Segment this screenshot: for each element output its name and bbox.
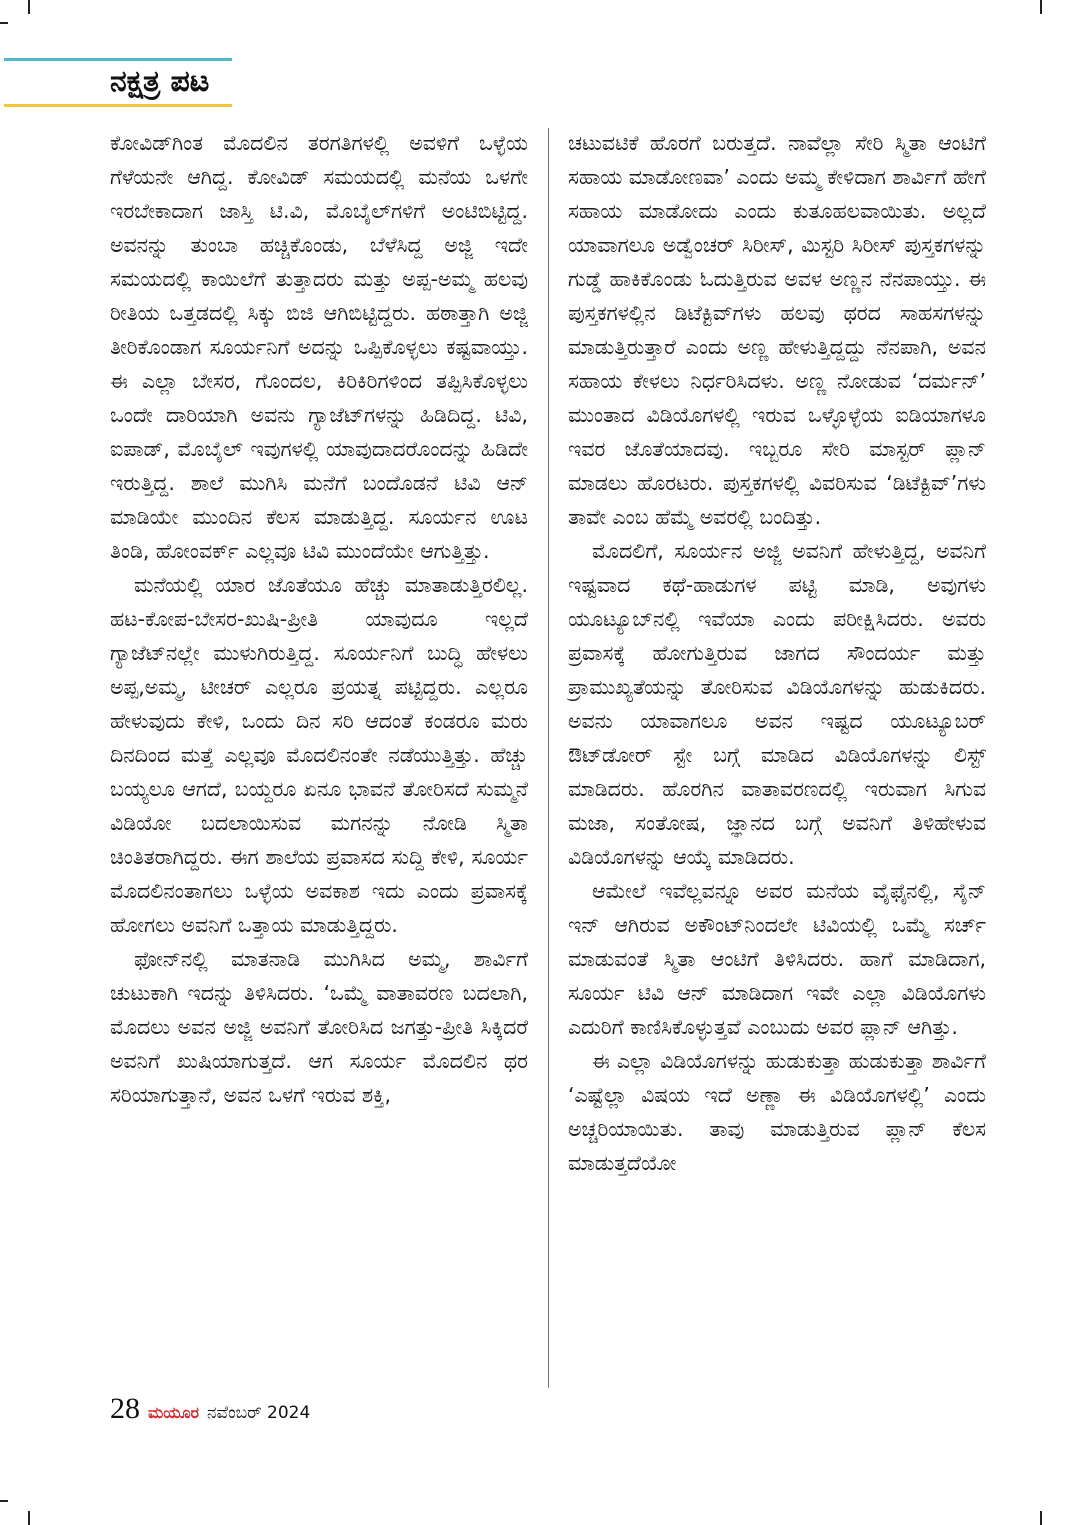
paragraph: ಆಮೇಲೆ ಇವೆಲ್ಲವನ್ನೂ ಅವರ ಮನೆಯ ವೈಫೈನಲ್ಲಿ, ಸೈನ್ ಇನ್ ಆಗಿರುವ ಅಕೌಂಟ್‌ನಿಂದಲೇ ಟಿವಿಯಲ್ಲಿ ಒಮ್ಮೆ ಸರ್ಚ್ ಮಾಡುವಂತೆ ಸ್ಮಿತಾ ಆಂಟಿಗೆ ತಿಳಿಸಿದರು. ಹಾಗೆ ಮಾಡಿದಾಗ, ಸೂರ್ಯ ಟಿವಿ ಆನ್ ಮಾಡಿದಾಗ ಇವೇ ಎಲ್ಲಾ ವಿಡಿಯೊಗಳು ಎದುರಿಗೆ ಕಾಣಿಸಿಕೊಳ್ಳುತ್ತವೆ ಎಂಬುದು ಅವರ ಪ್ಲಾನ್ ಆಗಿತ್ತು. (568, 879, 986, 1039)
crop-mark (0, 22, 8, 24)
section-rule-top (4, 58, 232, 61)
crop-mark (28, 0, 30, 14)
section-title: ನಕ್ಷತ್ರ ಪಟ (110, 64, 210, 99)
page-footer (110, 1392, 310, 1428)
magazine-logo: ಮಯೂರ (148, 1403, 200, 1422)
paragraph: ಚಟುವಟಿಕೆ ಹೊರಗೆ ಬರುತ್ತದೆ. ನಾವೆಲ್ಲಾ ಸೇರಿ ಸ್ಮಿತಾ ಆಂಟಿಗೆ ಸಹಾಯ ಮಾಡೋಣವಾ’ ಎಂದು ಅಮ್ಮ ಕೇಳಿದಾಗ ಶಾರ್ವಿಗೆ ಹೇಗೆ ಸಹಾಯ ಮಾಡೋದು ಎಂದು ಕುತೂಹಲವಾಯಿತು. ಅಲ್ಲದೆ ಯಾವಾಗಲೂ ಅಡ್ವೆಂಚರ್ ಸಿರೀಸ್, ಮಿಸ್ಟರಿ ಸಿರೀಸ್ ಪುಸ್ತಕಗಳನ್ನು ಗುಡ್ಡೆ ಹಾಕಿಕೊಂಡು ಓದುತ್ತಿರುವ ಅವಳ ಅಣ್ಣನ ನೆನಪಾಯ್ತು. ಈ ಪುಸ್ತಕಗಳಲ್ಲಿನ ಡಿಟೆಕ್ಟಿವ್‌ಗಳು ಹಲವು ಥರದ ಸಾಹಸಗಳನ್ನು ಮಾಡುತ್ತಿರುತ್ತಾರೆ ಎಂದು ಅಣ್ಣ ಹೇಳುತ್ತಿದ್ದದ್ದು ನೆನಪಾಗಿ, ಅವನ ಸಹಾಯ ಕೇಳಲು ನಿರ್ಧರಿಸಿದಳು. ಅಣ್ಣ ನೋಡುವ ‘ದರ್ಮನ್’ ಮುಂತಾದ ವಿಡಿಯೊಗಳಲ್ಲಿ ಇರುವ ಒಳ್ಳೊಳ್ಳೆಯ ಐಡಿಯಾಗಳೂ ಇವರ ಜೊತೆಯಾದವು. ಇಬ್ಬರೂ ಸೇರಿ ಮಾಸ್ಟರ್ ಪ್ಲಾನ್ ಮಾಡಲು ಹೊರಟರು. ಪುಸ್ತಕಗಳಲ್ಲಿ ವಿವರಿಸುವ ‘ಡಿಟೆಕ್ಟಿವ್’ಗಳು ತಾವೇ ಎಂಬ ಹೆಮ್ಮೆ ಅವರಲ್ಲಿ ಬಂದಿತ್ತು. (568, 131, 986, 529)
paragraph: ಮನೆಯಲ್ಲಿ ಯಾರ ಜೊತೆಯೂ ಹೆಚ್ಚು ಮಾತಾಡುತ್ತಿರಲಿಲ್ಲ. ಹಟ-ಕೋಪ-ಬೇಸರ-ಖುಷಿ-ಪ್ರೀತಿ ಯಾವುದೂ ಇಲ್ಲದೆ ಗ್ಯಾಜೆಟ್‌ನಲ್ಲೇ ಮುಳುಗಿರುತ್ತಿದ್ದ. ಸೂರ್ಯನಿಗೆ ಬುದ್ಧಿ ಹೇಳಲು ಅಪ್ಪ,ಅಮ್ಮ, ಟೀಚರ್ ಎಲ್ಲರೂ ಪ್ರಯತ್ನ ಪಟ್ಟಿದ್ದರು. ಎಲ್ಲರೂ ಹೇಳುವುದು ಕೇಳಿ, ಒಂದು ದಿನ ಸರಿ ಆದಂತೆ ಕಂಡರೂ ಮರು ದಿನದಿಂದ ಮತ್ತೆ ಎಲ್ಲವೂ ಮೊದಲಿನಂತೇ ನಡೆಯುತ್ತಿತ್ತು. ಹೆಚ್ಚು ಬಯ್ಯಲೂ ಆಗದೆ, ಬಯ್ದರೂ ಏನೂ ಭಾವನೆ ತೋರಿಸದೆ ಸುಮ್ಮನೆ ವಿಡಿಯೋ ಬದಲಾಯಿಸುವ ಮಗನನ್ನು ನೋಡಿ ಸ್ಮಿತಾ ಚಿಂತಿತರಾಗಿದ್ದರು. ಈಗ ಶಾಲೆಯ ಪ್ರವಾಸದ ಸುದ್ದಿ ಕೇಳಿ, ಸೂರ್ಯ ಮೊದಲಿನಂತಾಗಲು ಒಳ್ಳೆಯ ಅವಕಾಶ ಇದು ಎಂದು ಪ್ರವಾಸಕ್ಕೆ ಹೋಗಲು ಅವನಿಗೆ ಒತ್ತಾಯ ಮಾಡುತ್ತಿದ್ದರು. (110, 573, 528, 937)
crop-mark (1040, 0, 1042, 14)
crop-mark (0, 1500, 8, 1502)
column-divider (548, 128, 549, 1388)
page-number: 28 (110, 1392, 140, 1425)
article-column-right (568, 126, 986, 1180)
paragraph: ಮೊದಲಿಗೆ, ಸೂರ್ಯನ ಅಜ್ಜಿ ಅವನಿಗೆ ಹೇಳುತ್ತಿದ್ದ, ಅವನಿಗೆ ಇಷ್ಟವಾದ ಕಥೆ-ಹಾಡುಗಳ ಪಟ್ಟಿ ಮಾಡಿ, ಅವುಗಳು ಯೂಟ್ಯೂಬ್‌ನಲ್ಲಿ ಇವೆಯಾ ಎಂದು ಪರೀಕ್ಷಿಸಿದರು. ಅವರು ಪ್ರವಾಸಕ್ಕೆ ಹೋಗುತ್ತಿರುವ ಜಾಗದ ಸೌಂದರ್ಯ ಮತ್ತು ಪ್ರಾಮುಖ್ಯತೆಯನ್ನು ತೋರಿಸುವ ವಿಡಿಯೊಗಳನ್ನು ಹುಡುಕಿದರು. ಅವನು ಯಾವಾಗಲೂ ಅವನ ಇಷ್ಟದ ಯೂಟ್ಯೂಬರ್ ಔಟ್‌ಡೋರ್ ಸ್ಟೇ ಬಗ್ಗೆ ಮಾಡಿದ ವಿಡಿಯೊಗಳನ್ನು ಲಿಸ್ಟ್ ಮಾಡಿದರು. ಹೊರಗಿನ ವಾತಾವರಣದಲ್ಲಿ ಇರುವಾಗ ಸಿಗುವ ಮಜಾ, ಸಂತೋಷ, ಜ್ಞಾನದ ಬಗ್ಗೆ ಅವನಿಗೆ ತಿಳಿಹೇಳುವ ವಿಡಿಯೊಗಳನ್ನು ಆಯ್ಕೆ ಮಾಡಿದರು. (568, 539, 986, 869)
section-rule-bottom (4, 104, 232, 107)
paragraph: ಈ ಎಲ್ಲಾ ವಿಡಿಯೊಗಳನ್ನು ಹುಡುಕುತ್ತಾ ಹುಡುಕುತ್ತಾ ಶಾರ್ವಿಗೆ ‘ಎಷ್ಟೆಲ್ಲಾ ವಿಷಯ ಇದೆ ಅಣ್ಣಾ ಈ ವಿಡಿಯೊಗಳಲ್ಲಿ’ ಎಂದು ಅಚ್ಚರಿಯಾಯಿತು. ತಾವು ಮಾಡುತ್ತಿರುವ ಪ್ಲಾನ್ ಕೆಲಸ ಮಾಡುತ್ತದೆಯೋ (568, 1049, 986, 1175)
crop-mark (28, 1511, 30, 1525)
crop-mark (1040, 1511, 1042, 1525)
paragraph: ಫೋನ್‌ನಲ್ಲಿ ಮಾತನಾಡಿ ಮುಗಿಸಿದ ಅಮ್ಮ, ಶಾರ್ವಿಗೆ ಚುಟುಕಾಗಿ ಇದನ್ನು ತಿಳಿಸಿದರು. ‘ಒಮ್ಮೆ ವಾತಾವರಣ ಬದಲಾಗಿ, ಮೊದಲು ಅವನ ಅಜ್ಜಿ ಅವನಿಗೆ ತೋರಿಸಿದ ಜಗತ್ತು-ಪ್ರೀತಿ ಸಿಕ್ಕಿದರೆ ಅವನಿಗೆ ಖುಷಿಯಾಗುತ್ತದೆ. ಆಗ ಸೂರ್ಯ ಮೊದಲಿನ ಥರ ಸರಿಯಾಗುತ್ತಾನೆ, ಅವನ ಒಳಗೆ ಇರುವ ಶಕ್ತಿ, (110, 947, 528, 1107)
paragraph: ಕೋವಿಡ್‌ಗಿಂತ ಮೊದಲಿನ ತರಗತಿಗಳಲ್ಲಿ ಅವಳಿಗೆ ಒಳ್ಳೆಯ ಗೆಳೆಯನೇ ಆಗಿದ್ದ. ಕೋವಿಡ್ ಸಮಯದಲ್ಲಿ ಮನೆಯ ಒಳಗೇ ಇರಬೇಕಾದಾಗ ಜಾಸ್ತಿ ಟಿ.ವಿ, ಮೊಬೈಲ್‌ಗಳಿಗೆ ಅಂಟಿಬಿಟ್ಟಿದ್ದ. ಅವನನ್ನು ತುಂಬಾ ಹಚ್ಚಿಕೊಂಡು, ಬೆಳೆಸಿದ್ದ ಅಜ್ಜಿ ಇದೇ ಸಮಯದಲ್ಲಿ ಕಾಯಿಲೆಗೆ ತುತ್ತಾದರು ಮತ್ತು ಅಪ್ಪ-ಅಮ್ಮ ಹಲವು ರೀತಿಯ ಒತ್ತಡದಲ್ಲಿ ಸಿಕ್ಕು ಬಿಜಿ ಆಗಿಬಿಟ್ಟಿದ್ದರು. ಹಠಾತ್ತಾಗಿ ಅಜ್ಜಿ ತೀರಿಕೊಂಡಾಗ ಸೂರ್ಯನಿಗೆ ಅದನ್ನು ಒಪ್ಪಿಕೊಳ್ಳಲು ಕಷ್ಟವಾಯ್ತು. ಈ ಎಲ್ಲಾ ಬೇಸರ, ಗೊಂದಲ, ಕಿರಿಕಿರಿಗಳಿಂದ ತಪ್ಪಿಸಿಕೊಳ್ಳಲು ಒಂದೇ ದಾರಿಯಾಗಿ ಅವನು ಗ್ಯಾಜೆಟ್‌ಗಳನ್ನು ಹಿಡಿದಿದ್ದ. ಟಿವಿ, ಐಪಾಡ್, ಮೊಬೈಲ್ ಇವುಗಳಲ್ಲಿ ಯಾವುದಾದರೊಂದನ್ನು ಹಿಡಿದೇ ಇರುತ್ತಿದ್ದ. ಶಾಲೆ ಮುಗಿಸಿ ಮನೆಗೆ ಬಂದೊಡನೆ ಟಿವಿ ಆನ್ ಮಾಡಿಯೇ ಮುಂದಿನ ಕೆಲಸ ಮಾಡುತ್ತಿದ್ದ. ಸೂರ್ಯನ ಊಟ ತಿಂಡಿ, ಹೋಂವರ್ಕ್ ಎಲ್ಲವೂ ಟಿವಿ ಮುಂದೆಯೇ ಆಗುತ್ತಿತ್ತು. (110, 131, 528, 563)
article-column-left (110, 126, 528, 1112)
issue-date: ನವೆಂಬರ್ 2024 (207, 1403, 311, 1423)
